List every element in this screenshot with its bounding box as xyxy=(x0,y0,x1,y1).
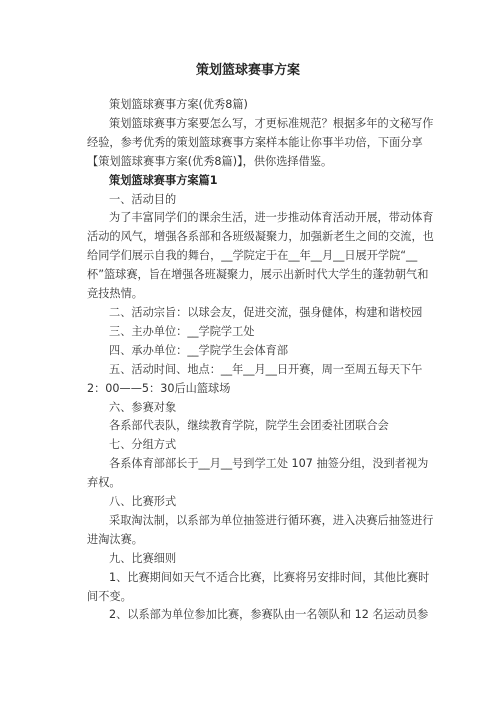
section-heading: 策划篮球赛事方案(优秀8篇) xyxy=(109,98,248,111)
section-heading: 九、比赛细则 xyxy=(109,551,177,565)
section-heading: 七、分组方式 xyxy=(109,438,177,452)
document-body xyxy=(87,96,437,625)
section-heading: 策划篮球赛事方案篇1 xyxy=(109,173,218,187)
body-paragraph: 1、比赛期间如天气不适合比赛，比赛将另安排时间，其他比赛时间不变。 xyxy=(87,570,430,603)
section-heading: 八、比赛形式 xyxy=(109,495,177,509)
document-title: 策划篮球赛事方案 xyxy=(195,63,300,78)
section-heading: 三、主办单位：__学院学工处 xyxy=(109,324,255,338)
section-heading: 六、参赛对象 xyxy=(109,400,177,414)
body-paragraph: 采取淘汰制，以系部为单位抽签进行循环赛，进入决赛后抽签进行进淘汰赛。 xyxy=(87,513,434,546)
body-paragraph: 五、活动时间、地点：__年__月__日开赛，周一至周五每天下午 2：00——5：30后山篮球场 xyxy=(87,362,423,395)
body-paragraph: 为了丰富同学们的课余生活，进一步推动体育活动开展，带动体育活动的风气，增强各系部和各班级凝聚力，加强新老生之间的交流，也给同学们展示自我的舞台，__学院定于在__年__月__日展开学院“__杯”篮球赛，旨在增强各班凝聚力，展示出新时代大学生的蓬勃朝气和竞技热情。 xyxy=(87,211,434,301)
section-heading: 一、活动目的 xyxy=(109,192,177,206)
body-paragraph: 策划篮球赛事方案要怎么写，才更标准规范？根据多年的文秘写作经验，参考优秀的策划篮球赛事方案样本能让你事半功倍，下面分享【策划篮球赛事方案(优秀8篇)】，供你选择借鉴。 xyxy=(87,116,434,168)
body-paragraph: 各系体育部部长于__月__号到学工处 107 抽签分组，没到者视为弃权。 xyxy=(87,457,429,490)
section-heading: 四、承办单位：__学院学生会体育部 xyxy=(109,343,289,357)
body-paragraph: 各系部代表队，继续教育学院，院学生会团委社团联合会 xyxy=(109,419,389,433)
body-paragraph: 2、以系部为单位参加比赛，参赛队由一名领队和 12 名运动员参 xyxy=(109,608,429,622)
section-heading: 二、活动宗旨：以球会友，促进交流，强身健体，构建和谐校园 xyxy=(109,305,423,319)
